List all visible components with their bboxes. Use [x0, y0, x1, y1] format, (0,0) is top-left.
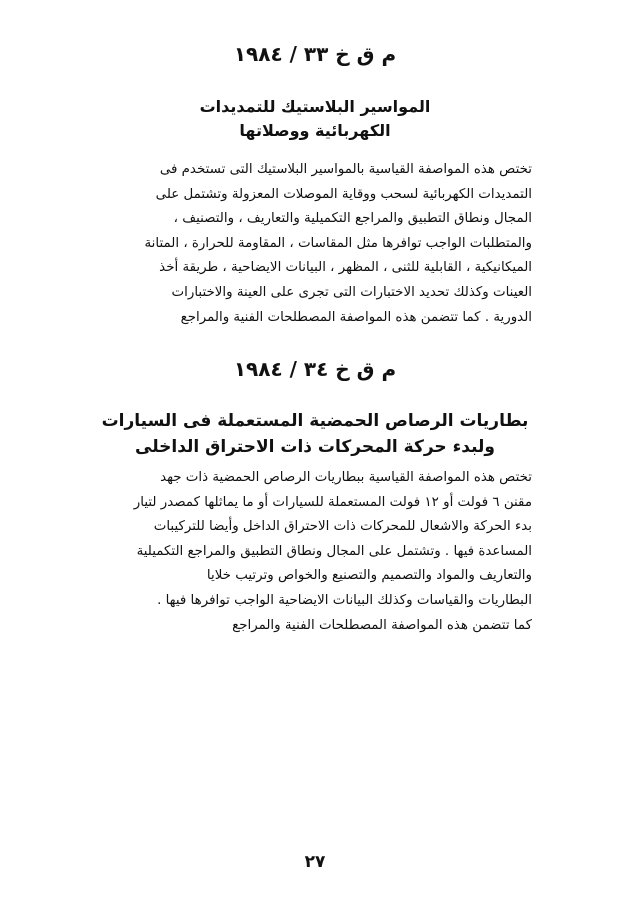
title-line: الكهربائية ووصلاتها [239, 121, 391, 140]
body-line: مقنن ٦ فولت أو ١٢ فولت المستعملة للسيارات أو ما يماثلها كمصدر لتيار [133, 494, 532, 510]
section-title-lead-acid-batteries [60, 408, 570, 460]
body-line: كما تتضمن هذه المواصفة المصطلحات الفنية والمراجع [232, 617, 532, 633]
standard-code-33: م ق خ ٣٣ / ١٩٨٤ [233, 42, 397, 66]
body-line: البطاريات والقياسات وكذلك البيانات الايضاحية الواجب توافرها فيها . [157, 592, 532, 608]
body-line: بدء الحركة والاشعال للمحركات ذات الاحتراق الداخل وأيضا للتركيبات [153, 519, 532, 535]
standard-code-34: م ق خ ٣٤ / ١٩٨٤ [233, 357, 397, 381]
section-body-plastic-conduits [98, 158, 532, 330]
title-line: بطاريات الرصاص الحمضية المستعملة فى السيارات [101, 411, 529, 431]
body-line: المساعدة فيها . وتشتمل على المجال ونطاق التطبيق والمراجع التكميلية [136, 543, 532, 559]
title-line: ولبدء حركة المحركات ذات الاحتراق الداخلى [135, 437, 495, 457]
body-line: الدورية . كما تتضمن هذه المواصفة المصطلحات الفنية والمراجع [180, 309, 532, 325]
body-line: والتعاريف والمواد والتصميم والتصنيع والخواص وترتيب خلايا [206, 568, 532, 584]
body-line: العينات وكذلك تحديد الاختبارات التى تجرى على العينة والاختبارات [171, 284, 532, 300]
section-title-plastic-conduits [60, 95, 570, 143]
body-line: التمديدات الكهربائية لسحب ووقاية الموصلات المعزولة وتشتمل على [155, 186, 532, 202]
body-line: والمتطلبات الواجب توافرها مثل المقاسات ، المقاومة للحرارة ، المتانة [144, 235, 532, 251]
body-line: الميكانيكية ، القابلية للثنى ، المظهر ، البيانات الايضاحية ، طريقة أخذ [159, 260, 532, 276]
body-line: تختص هذه المواصفة القياسية بالمواسير البلاستيك التى تستخدم فى [159, 162, 532, 177]
page-number: ٢٧ [304, 852, 326, 872]
title-line: المواسير البلاستيك للتمديدات [199, 97, 431, 116]
body-line: تختص هذه المواصفة القياسية ببطاريات الرصاص الحمضية ذات جهد [160, 470, 532, 485]
body-line: المجال ونطاق التطبيق والمراجع التكميلية والتعاريف ، والتصنيف ، [173, 211, 532, 227]
section-body-lead-acid-batteries [98, 466, 532, 638]
